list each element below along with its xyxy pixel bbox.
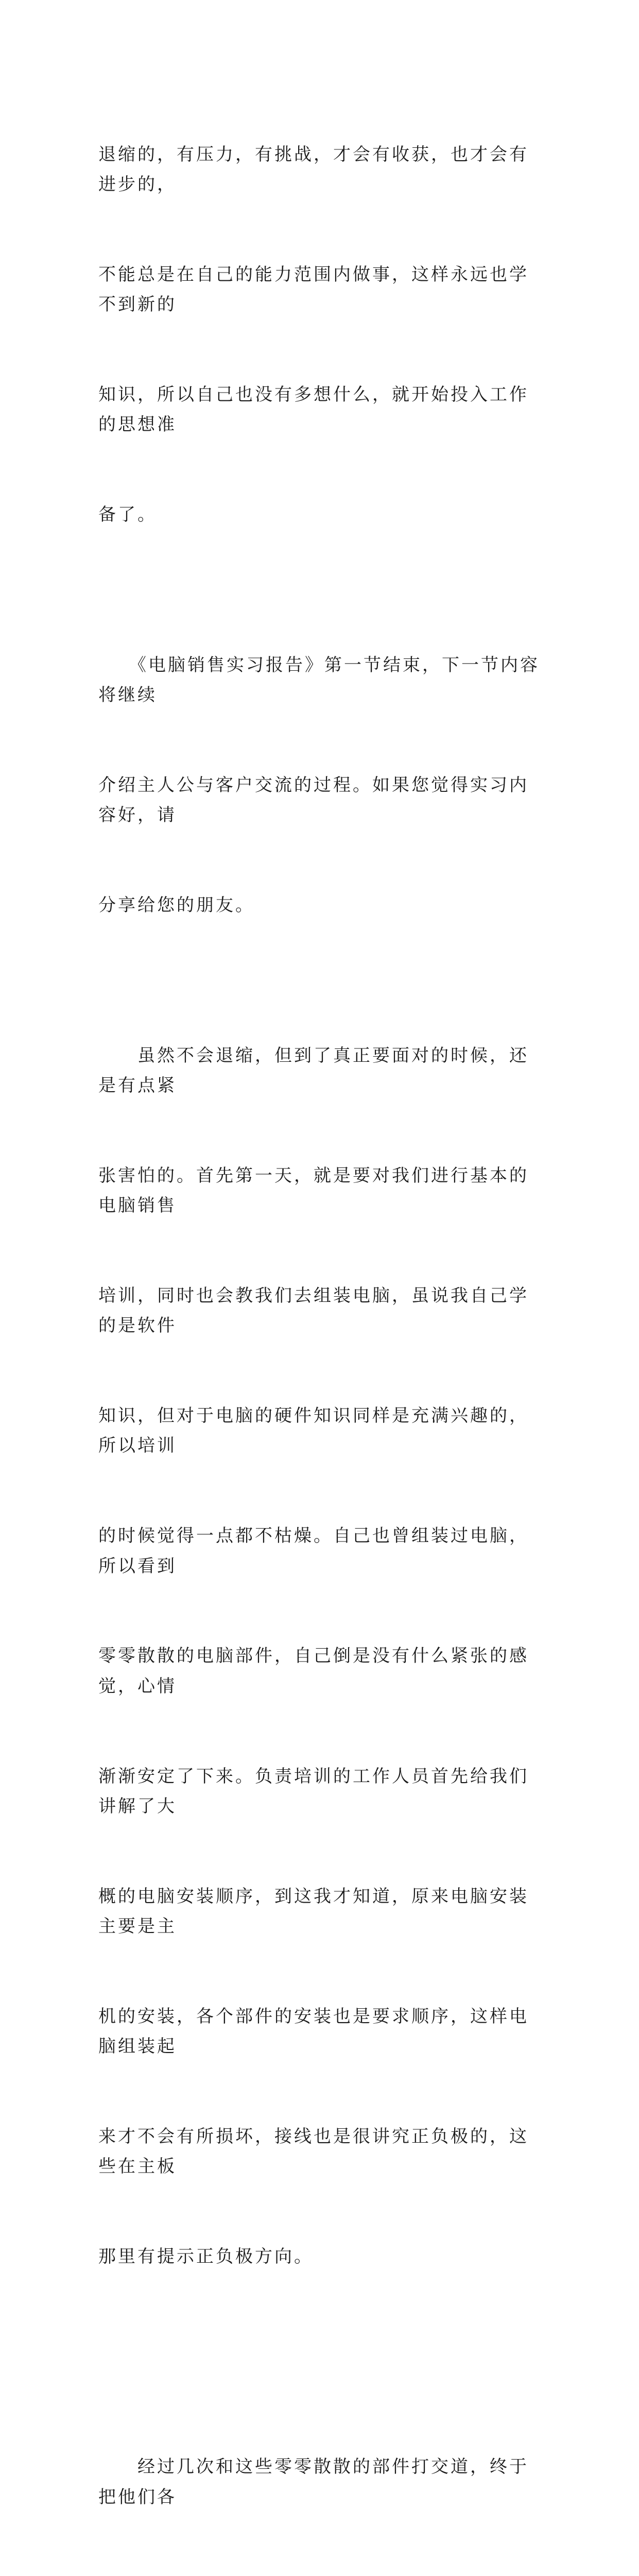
text-line: 知识，所以自己也没有多想什么，就开始投入工作的思想准 (98, 384, 529, 435)
paragraph-1 (98, 79, 546, 590)
text-line: 零零散散的电脑部件，自己倒是没有什么紧张的感觉，心情 (98, 1646, 529, 1697)
text-line: 《电脑销售实习报告》第一节结束，下一节内容将继续 (98, 654, 540, 705)
text-line: 经过几次和这些零零散散的部件打交道，终于把他们各 (98, 2456, 529, 2507)
text-line: 备了。 (98, 504, 157, 526)
text-line: 虽然不会退缩，但到了真正要面对的时候，还是有点紧 (98, 1045, 529, 1096)
text-line: 来才不会有所损坏，接线也是很讲究正负极的，这些在主板 (98, 2126, 529, 2177)
text-line: 知识，但对于电脑的硬件知识同样是充满兴趣的，所以培训 (98, 1405, 529, 1456)
text-line: 的时候觉得一点都不枯燥。自己也曾组装过电脑，所以看到 (98, 1526, 529, 1577)
paragraph-3 (98, 980, 546, 2392)
text-line: 培训，同时也会教我们去组装电脑，虽说我自己学的是软件 (98, 1285, 529, 1336)
text-line: 渐渐安定了下来。负责培训的工作人员首先给我们讲解了大 (98, 1766, 529, 1817)
text-line: 概的电脑安装顺序，到这我才知道，原来电脑安装主要是主 (98, 1886, 529, 1937)
text-line: 不能总是在自己的能力范围内做事，这样永远也学不到新的 (98, 264, 529, 315)
paragraph-4 (98, 2392, 546, 2576)
text-line: 机的安装，各个部件的安装也是要求顺序，这样电脑组装起 (98, 2006, 529, 2057)
text-line: 张害怕的。首先第一天，就是要对我们进行基本的电脑销售 (98, 1165, 529, 1216)
document-body (98, 79, 546, 2576)
paragraph-2 (98, 590, 546, 980)
text-line: 那里有提示正负极方向。 (98, 2246, 314, 2267)
text-line: 退缩的，有压力，有挑战，才会有收获，也才会有进步的， (98, 144, 529, 195)
text-line (98, 2572, 546, 2576)
text-line: 介绍主人公与客户交流的过程。如果您觉得实习内容好，请 (98, 774, 529, 826)
text-line: 分享给您的朋友。 (98, 895, 255, 916)
